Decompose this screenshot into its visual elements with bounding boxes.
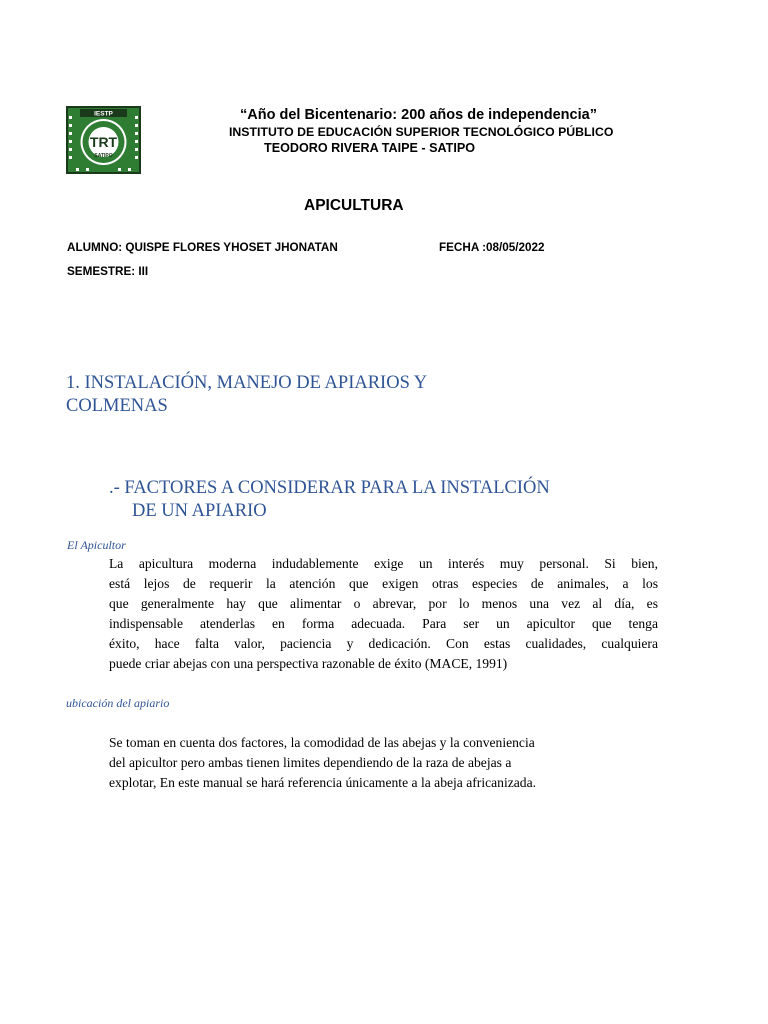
document-date: FECHA :08/05/2022 xyxy=(439,241,545,254)
section1-heading-line2: COLMENAS xyxy=(66,396,168,416)
institute-name-line1: INSTITUTO DE EDUCACIÓN SUPERIOR TECNOLÓGICO PÚBLICO xyxy=(229,125,614,139)
section2-heading-line1: .- FACTORES A CONSIDERAR PARA LA INSTALCIÓN xyxy=(109,478,550,498)
paragraph-line: puede criar abejas con una perspectiva razonable de éxito (MACE, 1991) xyxy=(109,656,508,671)
semester: SEMESTRE: III xyxy=(67,265,149,278)
student-name: ALUMNO: QUISPE FLORES YHOSET JHONATAN xyxy=(67,241,338,254)
paragraph-line: del apicultor pero ambas tienen limites dependiendo de la raza de abejas a xyxy=(109,755,512,770)
paragraph-line: Se toman en cuenta dos factores, la comodidad de las abejas y la conveniencia xyxy=(109,735,535,750)
national-motto: “Año del Bicentenario: 200 años de independencia” xyxy=(240,107,597,123)
institute-name-line2: TEODORO RIVERA TAIPE - SATIPO xyxy=(264,141,476,155)
subsection1-paragraph xyxy=(109,554,658,674)
logo-center-text: TRT xyxy=(89,134,118,150)
subsection2-paragraph xyxy=(109,733,658,793)
paragraph-line: que generalmente hay que alimentar o abrevar, por lo menos una vez al día, es xyxy=(109,596,658,611)
subsection2-title: ubicación del apiario xyxy=(66,696,170,710)
logo-bottom-text: SATIPO xyxy=(94,153,113,159)
logo-top-text: IESTP xyxy=(94,110,113,118)
paragraph-line: La apicultura moderna indudablemente exige un interés muy personal. Si bien, xyxy=(109,556,658,571)
paragraph-line: éxito, hace falta valor, paciencia y dedicación. Con estas cualidades, cualquiera xyxy=(109,636,658,651)
institute-logo-icon xyxy=(66,106,141,174)
section1-heading-line1: 1. INSTALACIÓN, MANEJO DE APIARIOS Y xyxy=(66,373,428,393)
paragraph-line: indispensable atenderlas en forma adecuada. Para ser un apicultor que tenga xyxy=(109,616,658,631)
course-title: APICULTURA xyxy=(304,197,404,214)
subsection1-title: El Apicultor xyxy=(67,538,126,552)
paragraph-line: está lejos de requerir la atención que exigen otras especies de animales, a los xyxy=(109,576,658,591)
section2-heading-line2: DE UN APIARIO xyxy=(132,501,267,521)
paragraph-line: explotar, En este manual se hará referencia únicamente a la abeja africanizada. xyxy=(109,775,537,790)
